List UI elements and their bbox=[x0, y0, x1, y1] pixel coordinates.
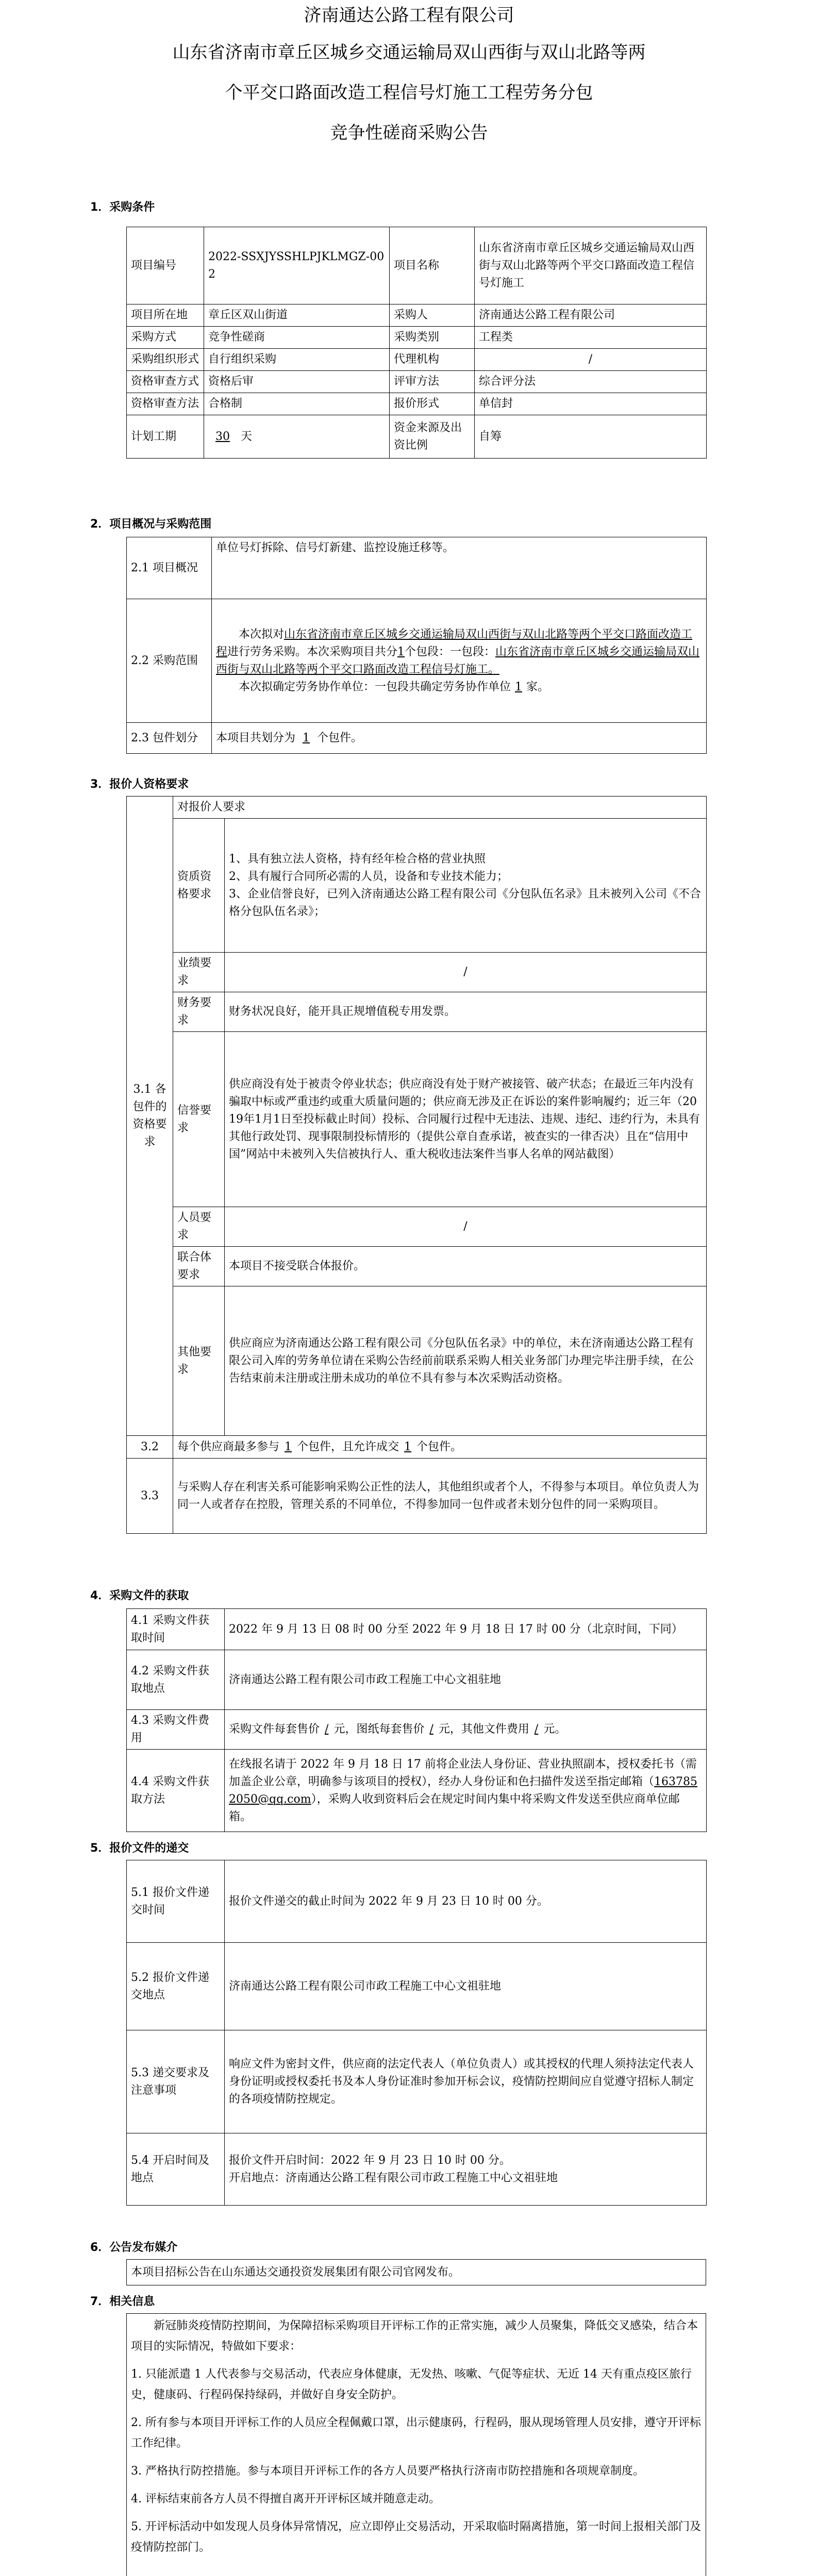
cell-label: 资质资格要求 bbox=[173, 819, 225, 953]
conflict-of-interest: 与采购人存在利害关系可能影响采购公正性的法人，其他组织或者个人，不得参与本项目。单位负责人为同一人或者存在控股，管理关系的不同单位，不得参加同一包件或者未划分包件的同一采购项目。 bbox=[173, 1459, 707, 1534]
document-acquisition-table bbox=[126, 1608, 707, 1832]
section-5-heading: 5．报价文件的递交 bbox=[90, 1842, 189, 1855]
acquisition-place: 济南通达公路工程有限公司市政工程施工中心文祖驻地 bbox=[225, 1650, 707, 1710]
financial-requirements: 财务状况良好，能开具正规增值税专用发票。 bbox=[225, 992, 707, 1032]
section-4-heading: 4．采购文件的获取 bbox=[90, 1589, 189, 1602]
cell-label: 3.3 bbox=[127, 1459, 173, 1534]
bid-submission-table bbox=[126, 1860, 707, 2206]
cell-label: 4.1 采购文件获取时间 bbox=[127, 1609, 225, 1650]
cell-label: 采购组织形式 bbox=[127, 349, 204, 371]
company-name: 济南通达公路工程有限公司 bbox=[304, 5, 514, 26]
cell-label: 2.3 包件划分 bbox=[127, 723, 212, 754]
title-line-1: 山东省济南市章丘区城乡交通运输局双山西街与双山北路等两 bbox=[172, 42, 646, 63]
cell-label: 资格审查方式 bbox=[127, 371, 204, 393]
cell-label: 项目编号 bbox=[127, 227, 204, 304]
package-limit: 每个供应商最多参与 1 个包件，且允许成交 1 个包件。 bbox=[173, 1436, 707, 1459]
cell-label: 3.2 bbox=[127, 1436, 173, 1459]
project-overview-table bbox=[126, 537, 707, 754]
cell-label: 其他要求 bbox=[173, 1286, 225, 1436]
agency: / bbox=[475, 349, 707, 371]
procurement-method: 竞争性磋商 bbox=[204, 327, 390, 349]
bidder-qualification-table bbox=[126, 796, 707, 1534]
cell-label: 5.1 报价文件递交时间 bbox=[127, 1860, 225, 1943]
cell-label: 资金来源及出资比例 bbox=[390, 415, 475, 459]
cell-label: 业绩要求 bbox=[173, 953, 225, 992]
document-fees: 采购文件每套售价 / 元，图纸每套售价 / 元，其他文件费用 / 元。 bbox=[225, 1710, 707, 1750]
qualification-review-method: 合格制 bbox=[204, 393, 390, 415]
project-overview: 单位号灯拆除、信号灯新建、监控设施迁移等。 bbox=[212, 537, 707, 599]
title-line-2: 个平交口路面改造工程信号灯施工工程劳务分包 bbox=[225, 82, 593, 103]
qualification-requirements: 1、具有独立法人资格，持有经年检合格的营业执照 2、具有履行合同所必需的人员，设备和专业技术能力； 3、企业信誉良好，已列入济南通达公路工程有限公司《分包队伍名录》且未被列入公司《不合格分包队伍名录》； bbox=[225, 819, 707, 953]
acquisition-time: 2022 年 9 月 13 日 08 时 00 分至 2022 年 9 月 18 日 17 时 00 分（北京时间，下同） bbox=[225, 1609, 707, 1650]
evaluation-method: 综合评分法 bbox=[475, 371, 707, 393]
funding-source: 自筹 bbox=[475, 415, 707, 459]
submission-deadline: 报价文件递交的截止时间为 2022 年 9 月 23 日 10 时 00 分。 bbox=[225, 1860, 707, 1943]
related-info-table bbox=[126, 2313, 706, 2576]
cell-label: 资格审查方法 bbox=[127, 393, 204, 415]
cell-label: 采购方式 bbox=[127, 327, 204, 349]
cell-label: 5.2 报价文件递交地点 bbox=[127, 1943, 225, 2030]
package-division: 本项目共划分为 1 个包件。 bbox=[212, 723, 707, 754]
opening-time-place: 报价文件开启时间：2022 年 9 月 23 日 10 时 00 分。 开启地点：济南通达公路工程有限公司市政工程施工中心文祖驻地 bbox=[225, 2133, 707, 2206]
cell-label: 4.4 采购文件获取方法 bbox=[127, 1750, 225, 1832]
project-name: 山东省济南市章丘区城乡交通运输局双山西街与双山北路等两个平交口路面改造工程信号灯施工 bbox=[475, 227, 707, 304]
cell-label: 4.2 采购文件获取地点 bbox=[127, 1650, 225, 1710]
planned-duration: 30 天 bbox=[204, 415, 390, 459]
publication-media-table bbox=[126, 2259, 706, 2285]
cell-label: 人员要求 bbox=[173, 1207, 225, 1247]
cell-label: 计划工期 bbox=[127, 415, 204, 459]
cell-label: 项目所在地 bbox=[127, 304, 204, 327]
cell-label: 采购类别 bbox=[390, 327, 475, 349]
requirements-header: 对报价人要求 bbox=[173, 796, 707, 819]
cell-label: 代理机构 bbox=[390, 349, 475, 371]
contact-email[interactable]: 1637852050@qq.com bbox=[229, 1775, 697, 1806]
qualification-review-mode: 资格后审 bbox=[204, 371, 390, 393]
purchaser: 济南通达公路工程有限公司 bbox=[475, 304, 707, 327]
title-line-3: 竞争性磋商采购公告 bbox=[330, 123, 488, 143]
section-7-heading: 7．相关信息 bbox=[90, 2295, 155, 2308]
procurement-category: 工程类 bbox=[475, 327, 707, 349]
quote-form: 单信封 bbox=[475, 393, 707, 415]
consortium-requirements: 本项目不接受联合体报价。 bbox=[225, 1247, 707, 1286]
credit-requirements: 供应商没有处于被责令停业状态；供应商没有处于财产被接管、破产状态；在最近三年内没有骗取中标或严重违约或重大质量问题的；供应商无涉及正在诉讼的案件影响履约；近三年（2019年1月1日至投标截止时间）投标、合同履行过程中无违法、违规、违纪、违约行为，未具有其他行政处罚、现事限制投标情形的（提供公章自查承诺，被查实的一律否决）且在“信用中国”网站中未被列入失信被执行人、重大税收违法案件当事人名单的网站截图） bbox=[225, 1032, 707, 1207]
cell-label: 评审方法 bbox=[390, 371, 475, 393]
section-6-heading: 6．公告发布媒介 bbox=[90, 2241, 178, 2254]
project-location: 章丘区双山街道 bbox=[204, 304, 390, 327]
cell-label: 5.3 递交要求及注意事项 bbox=[127, 2030, 225, 2133]
submission-notes: 响应文件为密封文件，供应商的法定代表人（单位负责人）或其授权的代理人须持法定代表人身份证明或授权委托书及本人身份证准时参加开标会议，疫情防控期间应自觉遵守招标人制定的各项疫情防控规定。 bbox=[225, 2030, 707, 2133]
project-number: 2022-SSXJYSSHLPJKLMGZ-002 bbox=[204, 227, 390, 304]
acquisition-method: 在线报名请于 2022 年 9 月 18 日 17 前将企业法人身份证、营业执照副本，授权委托书（需加盖企业公章，明确参与该项目的授权），经办人身份证和色扫描件发送至指定邮箱（1637852050@qq.com），采购人收到资料后会在规定时间内集中将采购文件发送至供应商单位邮箱。 bbox=[225, 1750, 707, 1832]
section-2-heading: 2．项目概况与采购范围 bbox=[90, 518, 212, 531]
cell-label: 4.3 采购文件费用 bbox=[127, 1710, 225, 1750]
section-3-heading: 3．报价人资格要求 bbox=[90, 778, 189, 791]
submission-place: 济南通达公路工程有限公司市政工程施工中心文祖驻地 bbox=[225, 1943, 707, 2030]
staff-requirements: / bbox=[225, 1207, 707, 1247]
publication-media: 本项目招标公告在山东通达交通投资发展集团有限公司官网发布。 bbox=[127, 2260, 706, 2285]
epidemic-notice: 新冠肺炎疫情防控期间，为保障招标采购项目开评标工作的正常实施，减少人员聚集，降低交叉感染，结合本项目的实际情况，特做如下要求： 1. 只能派遣 1 人代表参与交易活动，代表应身体健康，无发热、咳嗽、气促等症状、无近 14 天有重点疫区旅行史，健康码、行程码保持绿码，并做好自身安全防护。 2. 所有参与本项目开评标工作的人员应全程佩戴口罩，出示健康码，行程码，服从现场管理人员安排，遵守开评标工作纪律。 3. 严格执行防控措施。参与本项目开评标工作的各方人员要严格执行济南市防控措施和各项规章制度。 4. 评标结束前各方人员不得擅自离开开评标区域并随意走动。 5. 开评标活动中如发现人员身体异常情况，应立即停止交易活动，开采取临时隔离措施，第一时间上报相关部门及疫情防控部门。 bbox=[127, 2314, 706, 2576]
procurement-conditions-table bbox=[126, 227, 707, 459]
cell-label: 采购人 bbox=[390, 304, 475, 327]
cell-label: 联合体要求 bbox=[173, 1247, 225, 1286]
cell-label: 2.2 采购范围 bbox=[127, 599, 212, 723]
cell-label: 财务要求 bbox=[173, 992, 225, 1032]
cell-label: 3.1 各包件的资格要求 bbox=[127, 796, 173, 1436]
procurement-scope: 本次拟对山东省济南市章丘区城乡交通运输局双山西街与双山北路等两个平交口路面改造工程进行劳务采购。本次采购项目共分1个包段：一包段：山东省济南市章丘区城乡交通运输局双山西街与双山北路等两个平交口路面改造工程信号灯施工。 本次拟确定劳务协作单位：一包段共确定劳务协作单位 1 家。 bbox=[212, 599, 707, 723]
cell-label: 2.1 项目概况 bbox=[127, 537, 212, 599]
cell-label: 5.4 开启时间及地点 bbox=[127, 2133, 225, 2206]
cell-label: 报价形式 bbox=[390, 393, 475, 415]
cell-label: 信誉要求 bbox=[173, 1032, 225, 1207]
organization-form: 自行组织采购 bbox=[204, 349, 390, 371]
section-1-heading: 1．采购条件 bbox=[90, 201, 155, 214]
cell-label: 项目名称 bbox=[390, 227, 475, 304]
other-requirements: 供应商应为济南通达公路工程有限公司《分包队伍名录》中的单位，未在济南通达公路工程有限公司入库的劳务单位请在采购公告经前前联系采购人相关业务部门办理完毕注册手续，在公告结束前未注册或注册未成功的单位不具有参与本次采购活动资格。 bbox=[225, 1286, 707, 1436]
performance-requirements: / bbox=[225, 953, 707, 992]
